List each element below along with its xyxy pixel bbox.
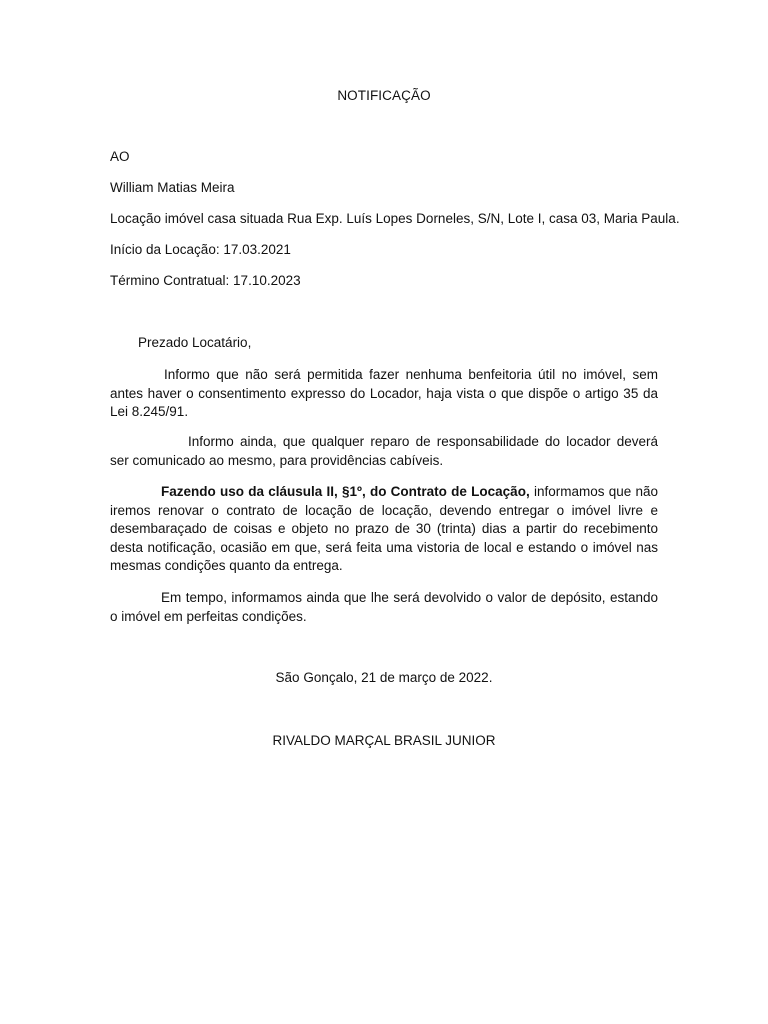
clause-reference: Fazendo uso da cláusula II, §1º, do Contrato de Locação, xyxy=(161,484,530,499)
paragraph-deposit: Em tempo, informamos ainda que lhe será devolvido o valor de depósito, estando o imóvel em perfeitas condições. xyxy=(110,590,658,624)
lease-end-date: Término Contratual: 17.10.2023 xyxy=(110,273,301,288)
non-renewal-text: informamos que não iremos renovar o contrato de locação de locação, devendo entregar o imóvel livre e desembaraçado de coisas e objeto no prazo de 30 (trinta) dias a partir do recebimento desta notificação, ocasião em que, será feita uma vistoria de local e estando o imóvel nas mesmas condições quanto da entrega. xyxy=(110,484,659,573)
property-description: Locação imóvel casa situada Rua Exp. Luís Lopes Dorneles, S/N, Lote I, casa 03, Maria Paula. xyxy=(110,211,680,226)
paragraph-non-renewal xyxy=(110,483,658,576)
place-and-date: São Gonçalo, 21 de março de 2022. xyxy=(275,670,493,685)
greeting: Prezado Locatário, xyxy=(138,335,252,350)
recipient-name: William Matias Meira xyxy=(110,180,235,195)
document-title: NOTIFICAÇÃO xyxy=(337,88,431,103)
lease-start-date: Início da Locação: 17.03.2021 xyxy=(110,242,291,257)
paragraph-repairs: Informo ainda, que qualquer reparo de responsabilidade do locador deverá ser comunicado ao mesmo, para providências cabíveis. xyxy=(110,434,658,468)
paragraph-improvements: Informo que não será permitida fazer nenhuma benfeitoria útil no imóvel, sem antes haver o consentimento expresso do Locador, haja vista o que dispõe o artigo 35 da Lei 8.245/91. xyxy=(110,367,658,419)
recipient-prefix: AO xyxy=(110,149,130,164)
signature-name: RIVALDO MARÇAL BRASIL JUNIOR xyxy=(272,733,496,748)
